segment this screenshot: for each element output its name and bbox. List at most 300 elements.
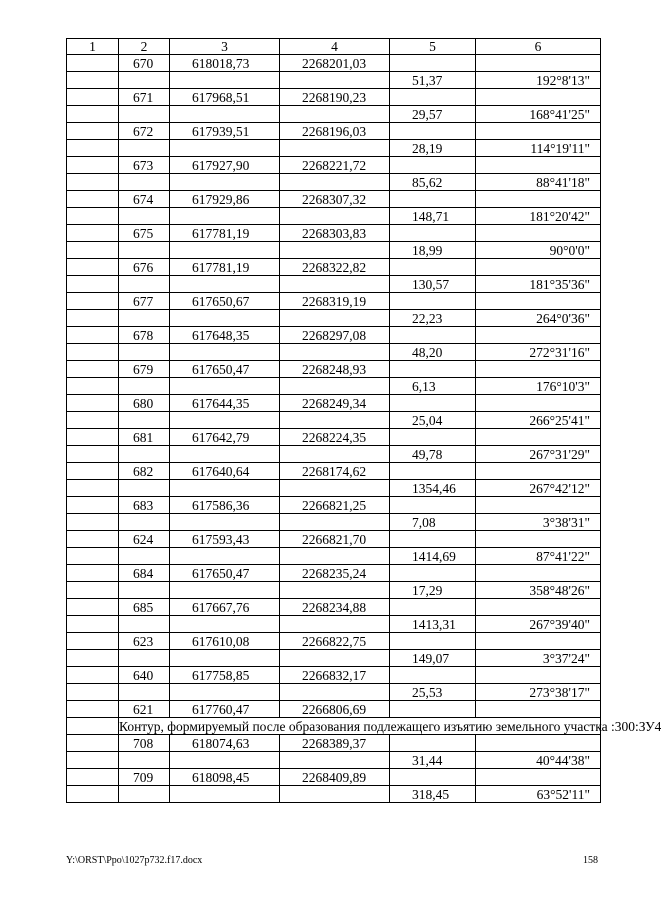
- segment-length: 149,07: [390, 650, 476, 667]
- direction-angle: 3°37'24": [476, 650, 601, 667]
- empty-cell: [67, 123, 119, 140]
- point-row: [67, 565, 601, 582]
- empty-cell: [119, 616, 170, 633]
- coord-x: 617929,86: [170, 191, 280, 208]
- segment-row: [67, 344, 601, 361]
- direction-angle: 267°42'12": [476, 480, 601, 497]
- empty-cell: [390, 463, 476, 480]
- point-number: 674: [119, 191, 170, 208]
- empty-cell: [67, 548, 119, 565]
- point-number: 670: [119, 55, 170, 72]
- point-row: [67, 769, 601, 786]
- empty-cell: [170, 582, 280, 599]
- point-row: [67, 225, 601, 242]
- empty-cell: [476, 735, 601, 752]
- header-col-6: 6: [476, 39, 601, 55]
- direction-angle: 181°35'36": [476, 276, 601, 293]
- empty-cell: [280, 140, 390, 157]
- empty-cell: [280, 514, 390, 531]
- direction-angle: 176°10'3": [476, 378, 601, 395]
- empty-cell: [280, 582, 390, 599]
- empty-cell: [67, 361, 119, 378]
- empty-cell: [119, 752, 170, 769]
- coord-y: 2266821,70: [280, 531, 390, 548]
- segment-length: 25,04: [390, 412, 476, 429]
- segment-length: 1414,69: [390, 548, 476, 565]
- coord-y: 2266821,25: [280, 497, 390, 514]
- empty-cell: [170, 412, 280, 429]
- empty-cell: [390, 429, 476, 446]
- empty-cell: [119, 650, 170, 667]
- direction-angle: 264°0'36": [476, 310, 601, 327]
- empty-cell: [390, 259, 476, 276]
- direction-angle: 266°25'41": [476, 412, 601, 429]
- empty-cell: [67, 463, 119, 480]
- coord-y: 2268224,35: [280, 429, 390, 446]
- empty-cell: [119, 208, 170, 225]
- empty-cell: [170, 548, 280, 565]
- coord-y: 2268248,93: [280, 361, 390, 378]
- point-row: [67, 667, 601, 684]
- empty-cell: [390, 599, 476, 616]
- coord-y: 2268303,83: [280, 225, 390, 242]
- empty-cell: [476, 361, 601, 378]
- point-row: [67, 531, 601, 548]
- segment-row: [67, 378, 601, 395]
- empty-cell: [67, 378, 119, 395]
- empty-cell: [119, 786, 170, 803]
- segment-row: [67, 548, 601, 565]
- empty-cell: [67, 276, 119, 293]
- empty-cell: [119, 72, 170, 89]
- point-row: [67, 599, 601, 616]
- empty-cell: [119, 276, 170, 293]
- empty-cell: [170, 140, 280, 157]
- empty-cell: [67, 565, 119, 582]
- header-row: [67, 39, 601, 55]
- empty-cell: [476, 769, 601, 786]
- empty-cell: [119, 106, 170, 123]
- direction-angle: 168°41'25": [476, 106, 601, 123]
- segment-length: 130,57: [390, 276, 476, 293]
- segment-row: [67, 208, 601, 225]
- segment-length: 49,78: [390, 446, 476, 463]
- empty-cell: [476, 191, 601, 208]
- coord-x: 617642,79: [170, 429, 280, 446]
- coord-y: 2268201,03: [280, 55, 390, 72]
- empty-cell: [390, 667, 476, 684]
- direction-angle: 267°39'40": [476, 616, 601, 633]
- coord-y: 2268307,32: [280, 191, 390, 208]
- direction-angle: 358°48'26": [476, 582, 601, 599]
- coord-x: 617968,51: [170, 89, 280, 106]
- coord-x: 617927,90: [170, 157, 280, 174]
- segment-row: [67, 174, 601, 191]
- point-row: [67, 701, 601, 718]
- empty-cell: [119, 582, 170, 599]
- empty-cell: [170, 344, 280, 361]
- coord-x: 617667,76: [170, 599, 280, 616]
- segment-length: 1413,31: [390, 616, 476, 633]
- empty-cell: [67, 191, 119, 208]
- empty-cell: [390, 565, 476, 582]
- empty-cell: [170, 650, 280, 667]
- empty-cell: [67, 157, 119, 174]
- empty-cell: [67, 412, 119, 429]
- empty-cell: [170, 684, 280, 701]
- empty-cell: [476, 225, 601, 242]
- segment-length: 1354,46: [390, 480, 476, 497]
- empty-cell: [476, 395, 601, 412]
- point-number: 640: [119, 667, 170, 684]
- empty-cell: [119, 378, 170, 395]
- empty-cell: [280, 310, 390, 327]
- empty-cell: [67, 735, 119, 752]
- point-row: [67, 735, 601, 752]
- point-row: [67, 55, 601, 72]
- empty-cell: [67, 633, 119, 650]
- empty-cell: [390, 395, 476, 412]
- header-col-1: 1: [67, 39, 119, 55]
- empty-cell: [170, 310, 280, 327]
- direction-angle: 272°31'16": [476, 344, 601, 361]
- point-row: [67, 633, 601, 650]
- segment-length: 17,29: [390, 582, 476, 599]
- empty-cell: [67, 259, 119, 276]
- empty-cell: [67, 582, 119, 599]
- segment-row: [67, 310, 601, 327]
- empty-cell: [170, 752, 280, 769]
- direction-angle: 40°44'38": [476, 752, 601, 769]
- segment-length: 22,23: [390, 310, 476, 327]
- point-number: 623: [119, 633, 170, 650]
- empty-cell: [390, 361, 476, 378]
- empty-cell: [67, 225, 119, 242]
- segment-length: 318,45: [390, 786, 476, 803]
- point-number: 672: [119, 123, 170, 140]
- direction-angle: 90°0'0": [476, 242, 601, 259]
- empty-cell: [476, 463, 601, 480]
- segment-row: [67, 72, 601, 89]
- empty-cell: [390, 293, 476, 310]
- segment-length: 48,20: [390, 344, 476, 361]
- empty-cell: [67, 89, 119, 106]
- point-row: [67, 293, 601, 310]
- empty-cell: [170, 514, 280, 531]
- empty-cell: [67, 140, 119, 157]
- point-number: 677: [119, 293, 170, 310]
- empty-cell: [390, 735, 476, 752]
- empty-cell: [67, 293, 119, 310]
- empty-cell: [119, 412, 170, 429]
- point-row: [67, 395, 601, 412]
- segment-row: [67, 514, 601, 531]
- coord-y: 2268221,72: [280, 157, 390, 174]
- segment-length: 51,37: [390, 72, 476, 89]
- segment-length: 6,13: [390, 378, 476, 395]
- point-number: 624: [119, 531, 170, 548]
- empty-cell: [67, 480, 119, 497]
- empty-cell: [119, 344, 170, 361]
- empty-cell: [170, 72, 280, 89]
- empty-cell: [119, 480, 170, 497]
- point-number: 685: [119, 599, 170, 616]
- empty-cell: [67, 599, 119, 616]
- empty-cell: [280, 752, 390, 769]
- empty-cell: [67, 242, 119, 259]
- direction-angle: 3°38'31": [476, 514, 601, 531]
- segment-row: [67, 616, 601, 633]
- empty-cell: [67, 650, 119, 667]
- empty-cell: [476, 497, 601, 514]
- point-number: 681: [119, 429, 170, 446]
- empty-cell: [390, 55, 476, 72]
- coord-y: 2266832,17: [280, 667, 390, 684]
- header-col-4: 4: [280, 39, 390, 55]
- coord-x: 617650,47: [170, 565, 280, 582]
- header-col-3: 3: [170, 39, 280, 55]
- empty-cell: [476, 55, 601, 72]
- segment-row: [67, 242, 601, 259]
- segment-length: 148,71: [390, 208, 476, 225]
- point-row: [67, 327, 601, 344]
- empty-cell: [67, 344, 119, 361]
- segment-length: 28,19: [390, 140, 476, 157]
- empty-cell: [476, 327, 601, 344]
- empty-cell: [280, 786, 390, 803]
- coord-x: 617939,51: [170, 123, 280, 140]
- coord-x: 617758,85: [170, 667, 280, 684]
- coord-y: 2268249,34: [280, 395, 390, 412]
- empty-cell: [476, 123, 601, 140]
- empty-cell: [280, 344, 390, 361]
- empty-cell: [67, 55, 119, 72]
- empty-cell: [280, 276, 390, 293]
- direction-angle: 192°8'13": [476, 72, 601, 89]
- coord-x: 617760,47: [170, 701, 280, 718]
- empty-cell: [119, 514, 170, 531]
- segment-row: [67, 786, 601, 803]
- point-row: [67, 497, 601, 514]
- empty-cell: [67, 752, 119, 769]
- empty-cell: [476, 531, 601, 548]
- segment-row: [67, 412, 601, 429]
- point-row: [67, 463, 601, 480]
- empty-cell: [280, 412, 390, 429]
- point-row: [67, 123, 601, 140]
- empty-cell: [170, 208, 280, 225]
- empty-cell: [170, 616, 280, 633]
- coord-y: 2266822,75: [280, 633, 390, 650]
- empty-cell: [280, 650, 390, 667]
- empty-cell: [67, 446, 119, 463]
- empty-cell: [476, 599, 601, 616]
- empty-cell: [390, 531, 476, 548]
- direction-angle: 87°41'22": [476, 548, 601, 565]
- coord-x: 618074,63: [170, 735, 280, 752]
- coord-x: 617593,43: [170, 531, 280, 548]
- point-number: 683: [119, 497, 170, 514]
- empty-cell: [280, 616, 390, 633]
- empty-cell: [170, 242, 280, 259]
- empty-cell: [476, 429, 601, 446]
- empty-cell: [119, 310, 170, 327]
- empty-cell: [67, 310, 119, 327]
- point-number: 709: [119, 769, 170, 786]
- direction-angle: 88°41'18": [476, 174, 601, 191]
- empty-cell: [280, 684, 390, 701]
- point-number: 678: [119, 327, 170, 344]
- coord-y: 2268235,24: [280, 565, 390, 582]
- coordinates-table: [66, 38, 661, 803]
- section-row: [67, 718, 601, 735]
- coord-x: 618098,45: [170, 769, 280, 786]
- empty-cell: [67, 786, 119, 803]
- coord-x: 617640,64: [170, 463, 280, 480]
- empty-cell: [390, 327, 476, 344]
- point-number: 682: [119, 463, 170, 480]
- segment-row: [67, 752, 601, 769]
- empty-cell: [280, 446, 390, 463]
- empty-cell: [280, 208, 390, 225]
- coord-x: 618018,73: [170, 55, 280, 72]
- empty-cell: [119, 548, 170, 565]
- empty-cell: [67, 429, 119, 446]
- coord-x: 617644,35: [170, 395, 280, 412]
- empty-cell: [476, 89, 601, 106]
- empty-cell: [67, 769, 119, 786]
- empty-cell: [119, 684, 170, 701]
- empty-cell: [476, 157, 601, 174]
- empty-cell: [67, 72, 119, 89]
- empty-cell: [390, 769, 476, 786]
- coord-x: 617648,35: [170, 327, 280, 344]
- segment-length: 29,57: [390, 106, 476, 123]
- empty-cell: [67, 514, 119, 531]
- segment-length: 85,62: [390, 174, 476, 191]
- table-body: [67, 55, 661, 803]
- empty-cell: [476, 259, 601, 276]
- empty-cell: [280, 242, 390, 259]
- coord-x: 617586,36: [170, 497, 280, 514]
- empty-cell: [476, 633, 601, 650]
- empty-cell: [280, 174, 390, 191]
- point-number: 671: [119, 89, 170, 106]
- segment-row: [67, 582, 601, 599]
- segment-row: [67, 276, 601, 293]
- direction-angle: 181°20'42": [476, 208, 601, 225]
- direction-angle: 267°31'29": [476, 446, 601, 463]
- empty-cell: [170, 446, 280, 463]
- coord-x: 617650,47: [170, 361, 280, 378]
- point-number: 684: [119, 565, 170, 582]
- empty-cell: [170, 106, 280, 123]
- direction-angle: 114°19'11": [476, 140, 601, 157]
- point-row: [67, 157, 601, 174]
- empty-cell: [119, 174, 170, 191]
- segment-length: 18,99: [390, 242, 476, 259]
- empty-cell: [476, 293, 601, 310]
- section-empty-cell: [67, 718, 119, 735]
- empty-cell: [390, 633, 476, 650]
- empty-cell: [170, 174, 280, 191]
- empty-cell: [280, 72, 390, 89]
- coord-y: 2268389,37: [280, 735, 390, 752]
- segment-row: [67, 684, 601, 701]
- point-row: [67, 191, 601, 208]
- empty-cell: [390, 123, 476, 140]
- empty-cell: [280, 548, 390, 565]
- coord-x: 617610,08: [170, 633, 280, 650]
- point-number: 676: [119, 259, 170, 276]
- empty-cell: [280, 106, 390, 123]
- point-number: 679: [119, 361, 170, 378]
- segment-length: 7,08: [390, 514, 476, 531]
- empty-cell: [67, 395, 119, 412]
- empty-cell: [67, 106, 119, 123]
- segment-row: [67, 106, 601, 123]
- empty-cell: [390, 497, 476, 514]
- segment-row: [67, 446, 601, 463]
- coord-x: 617781,19: [170, 225, 280, 242]
- empty-cell: [67, 327, 119, 344]
- header-col-2: 2: [119, 39, 170, 55]
- segment-row: [67, 650, 601, 667]
- page-number: 158: [583, 855, 598, 866]
- point-number: 680: [119, 395, 170, 412]
- empty-cell: [67, 208, 119, 225]
- empty-cell: [67, 684, 119, 701]
- segment-length: 25,53: [390, 684, 476, 701]
- empty-cell: [119, 140, 170, 157]
- segment-length: 31,44: [390, 752, 476, 769]
- coord-y: 2268190,23: [280, 89, 390, 106]
- empty-cell: [476, 565, 601, 582]
- point-row: [67, 361, 601, 378]
- empty-cell: [390, 89, 476, 106]
- direction-angle: 63°52'11": [476, 786, 601, 803]
- empty-cell: [476, 667, 601, 684]
- segment-row: [67, 140, 601, 157]
- empty-cell: [119, 446, 170, 463]
- coord-y: 2268319,19: [280, 293, 390, 310]
- empty-cell: [170, 480, 280, 497]
- header-col-5: 5: [390, 39, 476, 55]
- empty-cell: [170, 276, 280, 293]
- coord-y: 2268234,88: [280, 599, 390, 616]
- empty-cell: [280, 480, 390, 497]
- empty-cell: [390, 191, 476, 208]
- coord-x: 617650,67: [170, 293, 280, 310]
- coord-y: 2268297,08: [280, 327, 390, 344]
- coord-y: 2268174,62: [280, 463, 390, 480]
- direction-angle: 273°38'17": [476, 684, 601, 701]
- section-title: Контур, формируемый после образования подлежащего изъятию земельного участка :300:ЗУ4: [119, 718, 661, 734]
- empty-cell: [170, 378, 280, 395]
- empty-cell: [390, 225, 476, 242]
- point-number: 621: [119, 701, 170, 718]
- empty-cell: [280, 378, 390, 395]
- coord-y: 2266806,69: [280, 701, 390, 718]
- empty-cell: [67, 174, 119, 191]
- point-row: [67, 89, 601, 106]
- coord-y: 2268196,03: [280, 123, 390, 140]
- empty-cell: [170, 786, 280, 803]
- empty-cell: [390, 701, 476, 718]
- empty-cell: [67, 616, 119, 633]
- point-number: 673: [119, 157, 170, 174]
- segment-row: [67, 480, 601, 497]
